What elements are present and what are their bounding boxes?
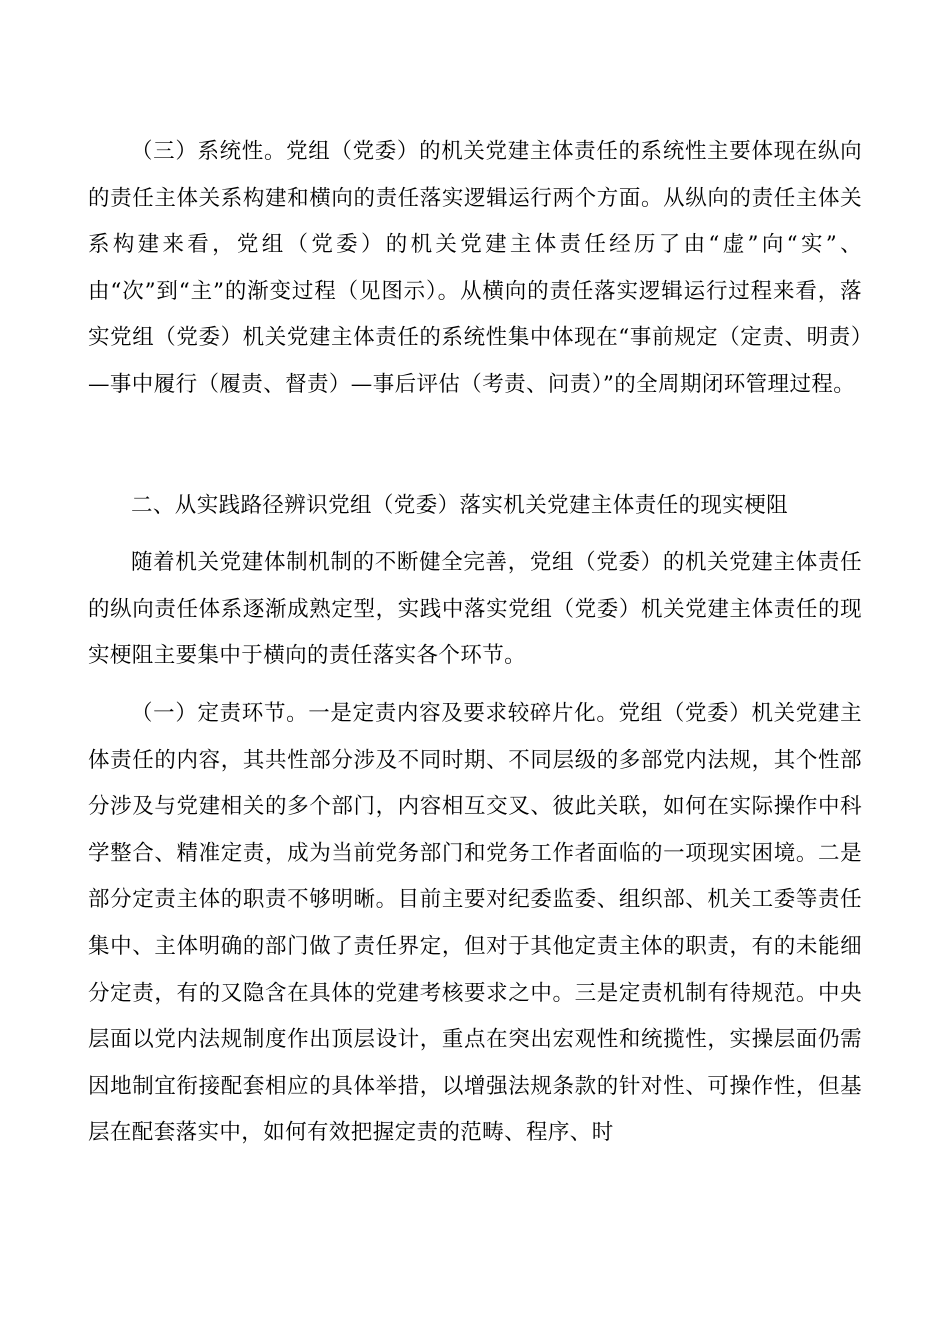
paragraph-systematicness: （三）系统性。党组（党委）的机关党建主体责任的系统性主要体现在纵向的责任主体关系构建和横向的责任落实逻辑运行两个方面。从纵向的责任主体关系构建来看，党组（党委）的机关党建主体责任经历了由“虚”向“实”、由“次”到“主”的渐变过程（见图示）。从横向的责任落实逻辑运行过程来看，落实党组（党委）机关党建主体责任的系统性集中体现在“事前规定（定责、明责）—事中履行（履责、督责）—事后评估（考责、问责）”的全周期闭环管理过程。 [88,139,862,397]
section-heading-2: 二、从实践路径辨识党组（党委）落实机关党建主体责任的现实梗阻 [131,493,789,518]
paragraph-responsibility-setting: （一）定责环节。一是定责内容及要求较碎片化。党组（党委）机关党建主体责任的内容，其共性部分涉及不同时期、不同层级的多部党内法规，其个性部分涉及与党建相关的多个部门，内容相互交叉、彼此关联，如何在实际操作中科学整合、精准定责，成为当前党务部门和党务工作者面临的一项现实困境。二是部分定责主体的职责不够明晰。目前主要对纪委监委、组织部、机关工委等责任集中、主体明确的部门做了责任界定，但对于其他定责主体的职责，有的未能细分定责，有的又隐含在具体的党建考核要求之中。三是定责机制有待规范。中央层面以党内法规制度作出顶层设计，重点在突出宏观性和统揽性，实操层面仍需因地制宜衔接配套相应的具体举措，以增强法规条款的针对性、可操作性，但基层在配套落实中，如何有效把握定责的范畴、程序、时 [88,701,862,1146]
paragraph-intro-obstacles: 随着机关党建体制机制的不断健全完善，党组（党委）的机关党建主体责任的纵向责任体系逐渐成熟定型，实践中落实党组（党委）机关党建主体责任的现实梗阻主要集中于横向的责任落实各个环节。 [88,550,862,669]
